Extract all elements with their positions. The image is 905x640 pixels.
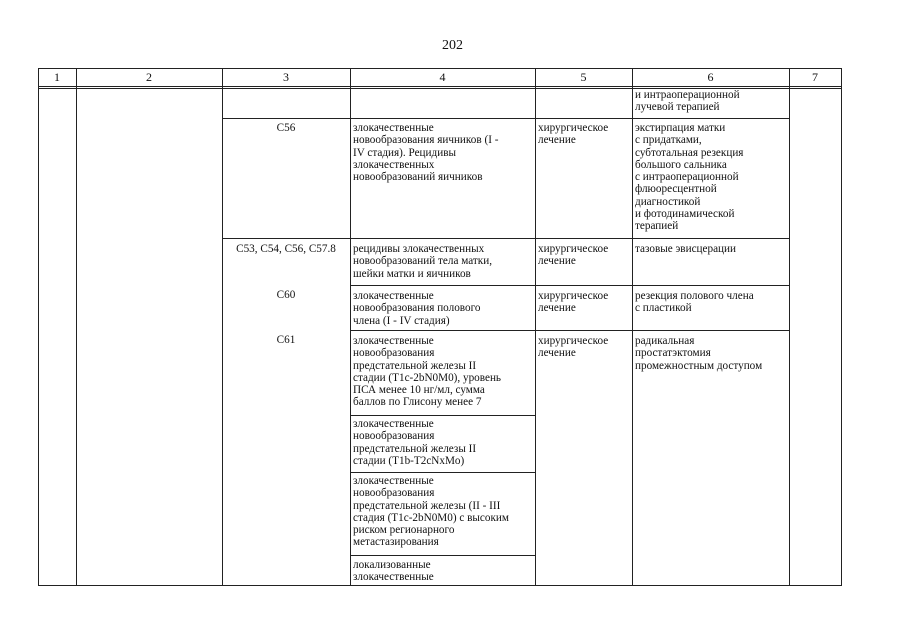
header-col-4: 4	[439, 70, 446, 84]
row1-treatment: хирургическое лечение	[538, 122, 609, 147]
row4-diagnosis-a: злокачественные новообразования предстательной железы II стадии (T1c-2bN0M0), уровень ПСА менее 10 нг/мл, сумма баллов по Глисону менее 7	[353, 335, 502, 409]
row4-method: радикальная простатэктомия промежностным доступом	[635, 335, 763, 372]
row1-method: экстирпация матки с придатками, субтотальная резекция большого сальника с интраоперационной флюоресцентной диагностикой и фотодинамической терапией	[635, 122, 744, 233]
row3-treatment: хирургическое лечение	[538, 290, 609, 315]
row2-treatment: хирургическое лечение	[538, 243, 609, 268]
row3-code: C60	[276, 289, 296, 301]
row1-code: C56	[276, 122, 296, 134]
header-col-6: 6	[707, 70, 714, 84]
header-col-3: 3	[283, 70, 289, 84]
row2-code: C53, C54, C56, C57.8	[236, 243, 336, 255]
row4-diagnosis-b: злокачественные новообразования предстательной железы II стадии (T1b-T2cNxMo)	[353, 418, 477, 467]
row3-method: резекция полового члена с пластикой	[635, 290, 754, 315]
row4-diagnosis-d: локализованные злокачественные	[353, 559, 434, 584]
row4-code: C61	[276, 334, 296, 346]
row2-diagnosis: рецидивы злокачественных новообразований тела матки, шейки матки и яичников	[353, 243, 493, 280]
header-col-7: 7	[812, 70, 818, 84]
row0-col6: и интраоперационной лучевой терапией	[635, 89, 740, 114]
row3-diagnosis: злокачественные новообразования полового члена (I - IV стадия)	[353, 290, 481, 327]
header-col-1: 1	[54, 70, 60, 84]
row4-treatment: хирургическое лечение	[538, 335, 609, 360]
header-col-2: 2	[146, 70, 152, 84]
page-number: 202	[442, 38, 463, 53]
row2-method: тазовые эвисцерации	[635, 243, 737, 255]
row4-diagnosis-c: злокачественные новообразования предстательной железы (II - III стадия (T1c-2bN0M0) с высоким риском регионарного метастазирования	[353, 475, 509, 549]
row1-diagnosis: злокачественные новообразования яичников (I - IV стадия). Рецидивы злокачественных новообразований яичников	[353, 122, 499, 184]
header-col-5: 5	[580, 70, 587, 84]
